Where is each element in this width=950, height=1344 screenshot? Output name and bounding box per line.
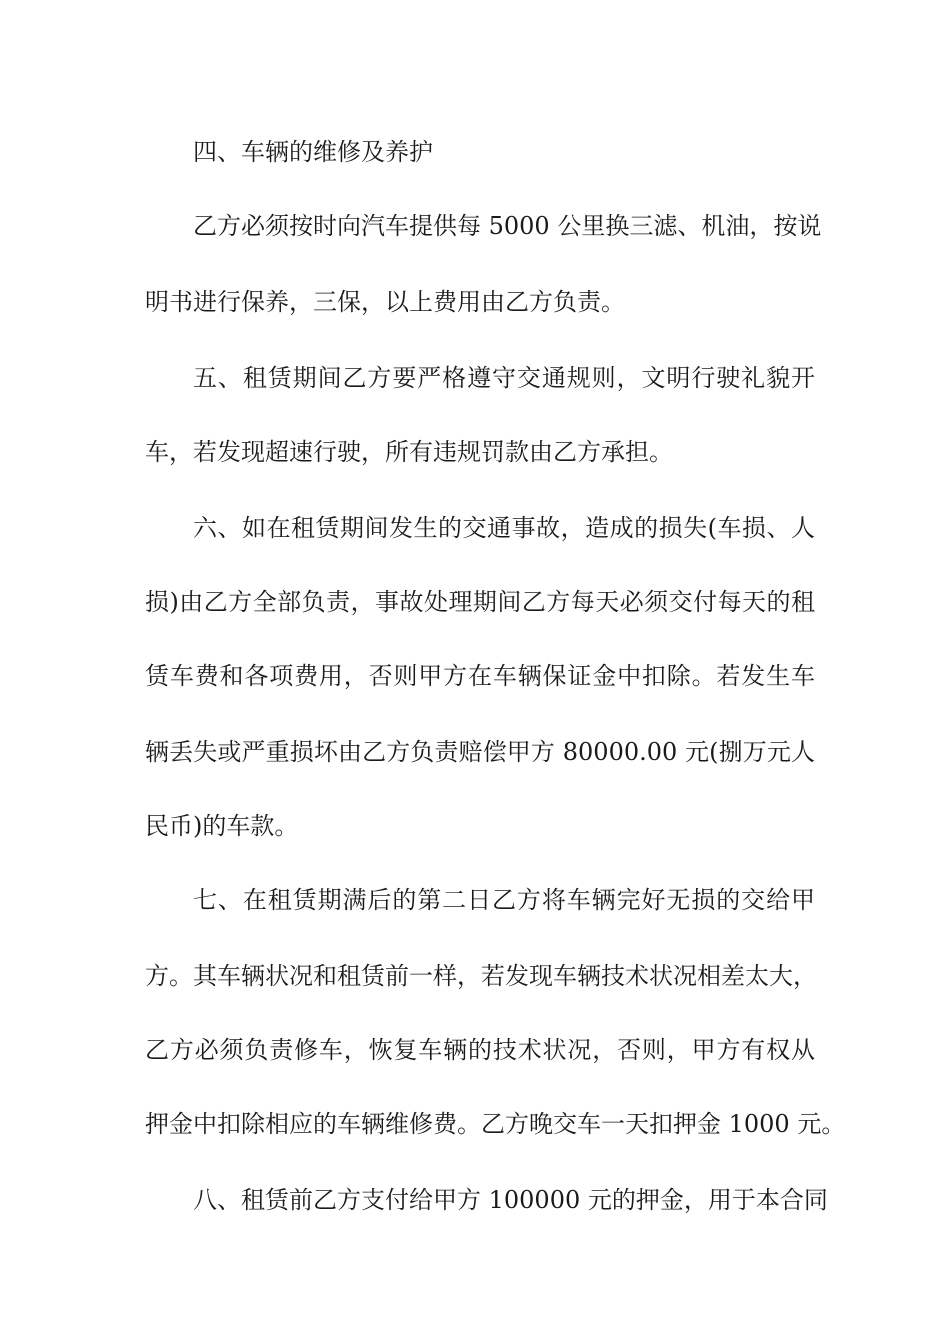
paragraph-line: 五、租赁期间乙方要严格遵守交通规则，文明行驶礼貌开 [193,364,815,392]
paragraph-line: 六、如在租赁期间发生的交通事故，造成的损失(车损、人 [193,514,815,542]
paragraph-line: 八、租赁前乙方支付给甲方 100000 元的押金，用于本合同 [193,1186,828,1214]
section-heading-maintenance: 四、车辆的维修及养护 [193,138,433,166]
paragraph-line: 乙方必须按时向汽车提供每 5000 公里换三滤、机油，按说 [193,212,822,240]
paragraph-line: 方。其车辆状况和租赁前一样，若发现车辆技术状况相差太大， [145,962,817,990]
paragraph-line: 乙方必须负责修车，恢复车辆的技术状况，否则，甲方有权从 [145,1036,815,1064]
paragraph-line: 七、在租赁期满后的第二日乙方将车辆完好无损的交给甲 [193,886,815,914]
paragraph-line: 民币)的车款。 [145,812,299,840]
paragraph-line: 车，若发现超速行驶，所有违规罚款由乙方承担。 [145,438,673,466]
paragraph-line: 辆丢失或严重损坏由乙方负责赔偿甲方 80000.00 元(捌万元人 [145,738,815,766]
paragraph-line: 损)由乙方全部负责，事故处理期间乙方每天必须交付每天的租 [145,588,815,616]
paragraph-line: 赁车费和各项费用，否则甲方在车辆保证金中扣除。若发生车 [145,662,815,690]
paragraph-line: 押金中扣除相应的车辆维修费。乙方晚交车一天扣押金 1000 元。 [145,1110,846,1138]
paragraph-line: 明书进行保养，三保，以上费用由乙方负责。 [145,288,625,316]
